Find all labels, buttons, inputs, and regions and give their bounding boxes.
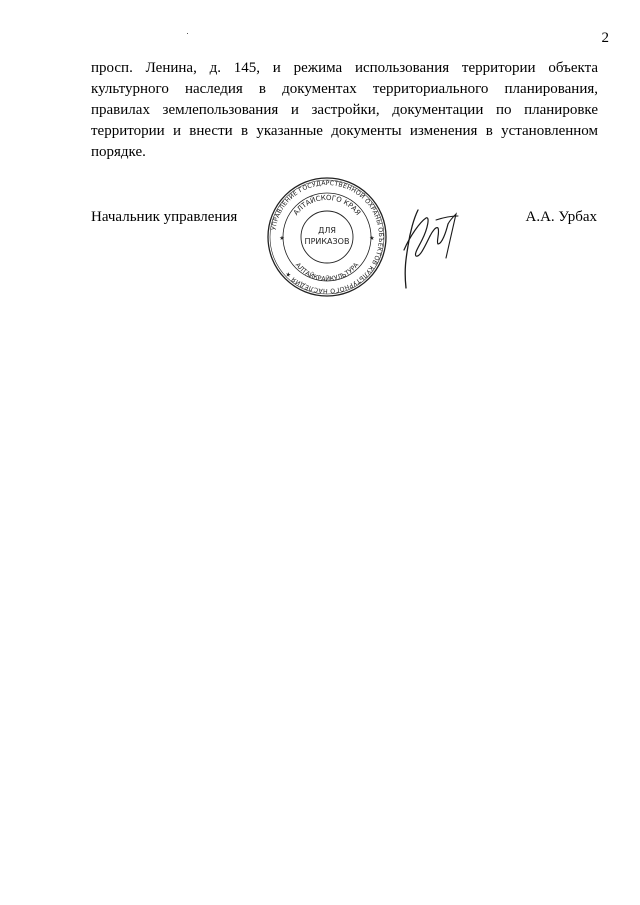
stamp-outer-text: УПРАВЛЕНИЕ ГОСУДАРСТВЕННОЙ ОХРАНЫ ОБЪЕКТОВ КУЛЬТУРНОГО НАСЛЕДИЯ ★ bbox=[270, 179, 385, 295]
page-number: 2 bbox=[601, 30, 609, 46]
stamp-center-line-1: ДЛЯ bbox=[318, 226, 336, 235]
stamp-center-line-2: ПРИКАЗОВ bbox=[304, 237, 350, 246]
stamp-inner-bottom-text: АЛТАЙКРАЙКУЛЬТУРА bbox=[293, 261, 361, 284]
body-paragraph bbox=[91, 58, 598, 163]
svg-text:АЛТАЙКРАЙКУЛЬТУРА bbox=[294, 261, 361, 283]
handwritten-signature bbox=[396, 198, 466, 298]
paragraph-line: просп. Ленина, д. 145, и режима использования территории объекта bbox=[91, 60, 598, 76]
paragraph-line: территории и внести в указанные документы изменения в установленном bbox=[91, 123, 598, 139]
signer-name: А.А. Урбах bbox=[525, 209, 597, 225]
official-stamp bbox=[266, 176, 388, 298]
stamp-star-icon: ★ bbox=[369, 235, 375, 242]
position-title: Начальник управления bbox=[91, 209, 238, 225]
stamp-star-icon: ★ bbox=[279, 235, 285, 242]
stamp-inner-top-text: АЛТАЙСКОГО КРАЯ bbox=[292, 193, 362, 217]
scan-speck bbox=[187, 33, 188, 34]
paragraph-line: правилах землепользования и застройки, документации по планировке bbox=[91, 102, 598, 118]
paragraph-line: культурного наследия в документах территориального планирования, bbox=[91, 81, 598, 97]
svg-text:АЛТАЙСКОГО КРАЯ bbox=[292, 194, 362, 217]
paragraph-line: порядке. bbox=[91, 144, 146, 160]
